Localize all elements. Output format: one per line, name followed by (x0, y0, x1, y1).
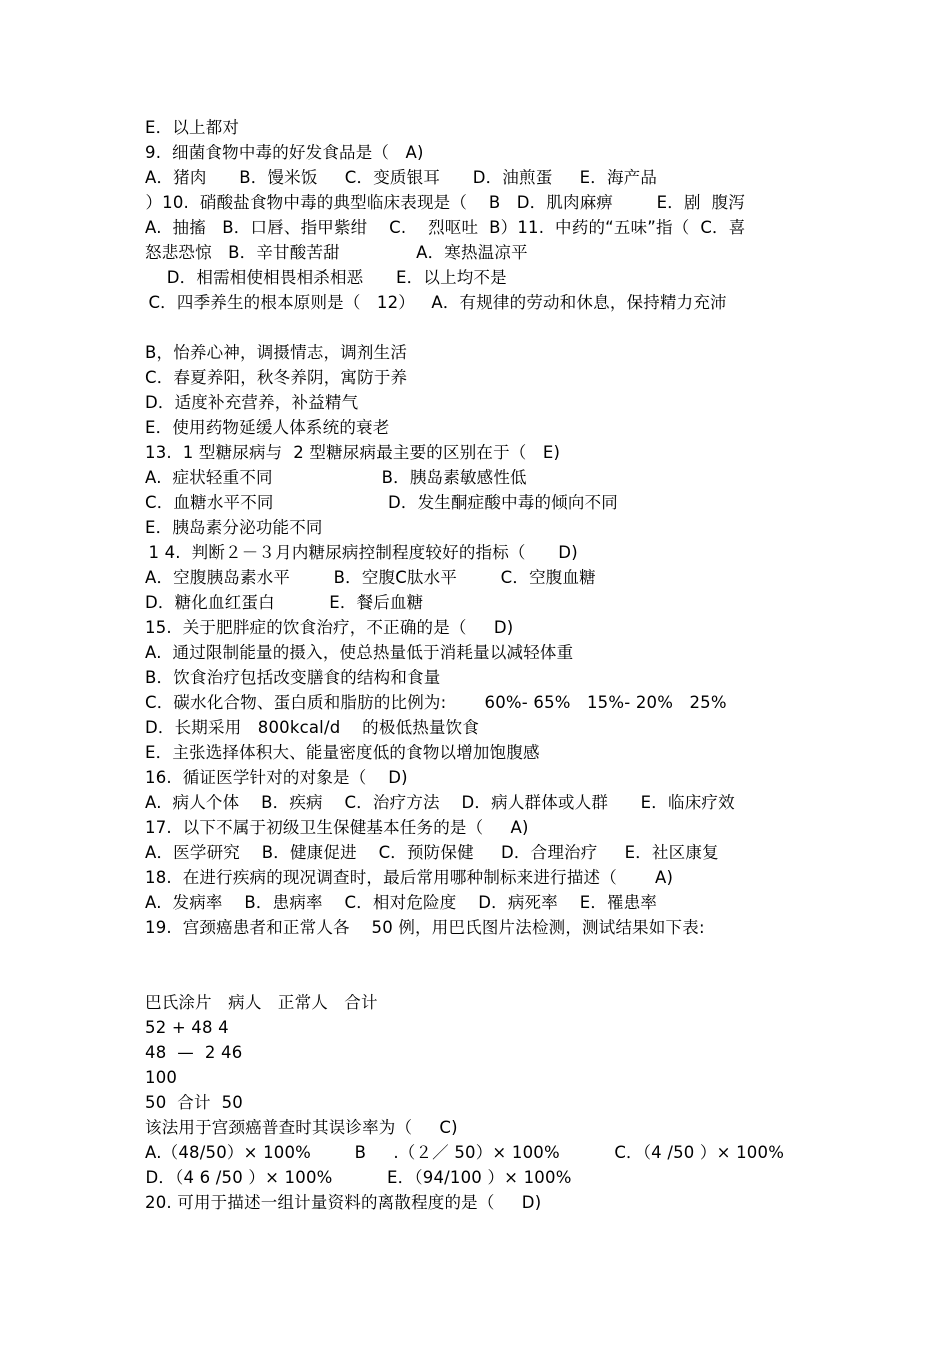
text-line: 13. 1 型糖尿病与 2 型糖尿病最主要的区别在于（ E) (145, 443, 561, 462)
text-line: D．相需相使相畏相杀相恶 E．以上均不是 (145, 268, 507, 287)
text-line: B．饮食治疗包括改变膳食的结构和食量 (145, 668, 441, 687)
text-line: E．使用药物延缓人体系统的衰老 (145, 418, 390, 437)
text-line: 16. 循证医学针对的对象是（ D) (145, 768, 408, 787)
text-line: C．血糖水平不同 D．发生酮症酸中毒的倾向不同 (145, 493, 618, 512)
text-line: ）10. 硝酸盐食物中毒的典型临床表现是（ B D．肌肉麻痹 E．剧 腹泻 (140, 193, 745, 212)
table-row-line: 48 — 2 46 (145, 1043, 243, 1062)
text-line: E．主张选择体积大、能量密度低的食物以增加饱腹感 (145, 743, 540, 762)
text-line: A．空腹胰岛素水平 B．空腹C肽水平 C．空腹血糖 (145, 568, 596, 587)
text-line: 20. 可用于描述一组计量资料的离散程度的是（ D) (145, 1193, 542, 1212)
text-line: A．猪肉 B．馒米饭 C．变质银耳 D．油煎蛋 E．海产品 (145, 168, 658, 187)
text-line: 15. 关于肥胖症的饮食治疗，不正确的是（ D) (145, 618, 514, 637)
text-line: 1 4. 判断２－３月内糖尿病控制程度较好的指标（ D) (143, 543, 578, 562)
text-line: 该法用于宫颈癌普查时其误诊率为（ C) (145, 1118, 458, 1137)
text-line: A. 发病率 B．患病率 C．相对危险度 D．病死率 E．罹患率 (145, 893, 658, 912)
text-line: C．四季养生的根本原则是（ 12） A．有规律的劳动和休息，保持精力充沛 (143, 293, 727, 312)
table-row-line: 50 合计 50 (145, 1093, 243, 1112)
text-line: 9. 细菌食物中毒的好发食品是（ A) (145, 143, 424, 162)
text-line: A. 病人个体 B．疾病 C．治疗方法 D．病人群体或人群 E．临床疗效 (145, 793, 735, 812)
text-line: 17. 以下不属于初级卫生保健基本任务的是（ A) (145, 818, 529, 837)
text-line: A. 抽搐 B．口唇、指甲紫绀 C. 烈呕吐 B）11. 中药的“五味”指（ C．喜 (145, 218, 746, 237)
text-line: A.（48/50）× 100% B .（２／ 50）× 100% C．（4 /50 ）× 100% (145, 1143, 785, 1162)
text-line: D．（4 6 /50 ）× 100% E．（94/100 ）× 100% (140, 1168, 572, 1187)
text-line: C．春夏养阳，秋冬养阴，寓防于养 (145, 368, 408, 387)
text-line: A. 症状轻重不同 B．胰岛素敏感性低 (145, 468, 527, 487)
text-line: D．适度补充营养，补益精气 (145, 393, 359, 412)
text-line: E．以上都对 (145, 118, 240, 137)
text-line: A．医学研究 B．健康促进 C．预防保健 D．合理治疗 E．社区康复 (145, 843, 719, 862)
table-row-line: 52 + 48 4 (145, 1018, 229, 1037)
text-line: D．长期采用 800kcal/d 的极低热量饮食 (145, 718, 480, 737)
table-row-line: 100 (145, 1068, 178, 1087)
table-header-line: 巴氏涂片 病人 正常人 合计 (145, 993, 378, 1012)
text-line: B，怡养心神，调摄情志，调剂生活 (145, 343, 408, 362)
text-line: 19. 宫颈癌患者和正常人各 50 例，用巴氏图片法检测，测试结果如下表: (145, 918, 705, 937)
text-line: E．胰岛素分泌功能不同 (145, 518, 323, 537)
text-line: 18. 在进行疾病的现况调查时，最后常用哪种制标来进行描述（ A) (145, 868, 674, 887)
text-line: D．糖化血红蛋白 E．餐后血糖 (145, 593, 424, 612)
text-line: A. 通过限制能量的摄入，使总热量低于消耗量以减轻体重 (145, 643, 574, 662)
text-line: 怒悲恐惊 B．辛甘酸苦甜 A．寒热温凉平 (145, 243, 528, 262)
text-line: C．碳水化合物、蛋白质和脂肪的比例为: 60%- 65% 15%- 20% 25% (145, 693, 727, 712)
